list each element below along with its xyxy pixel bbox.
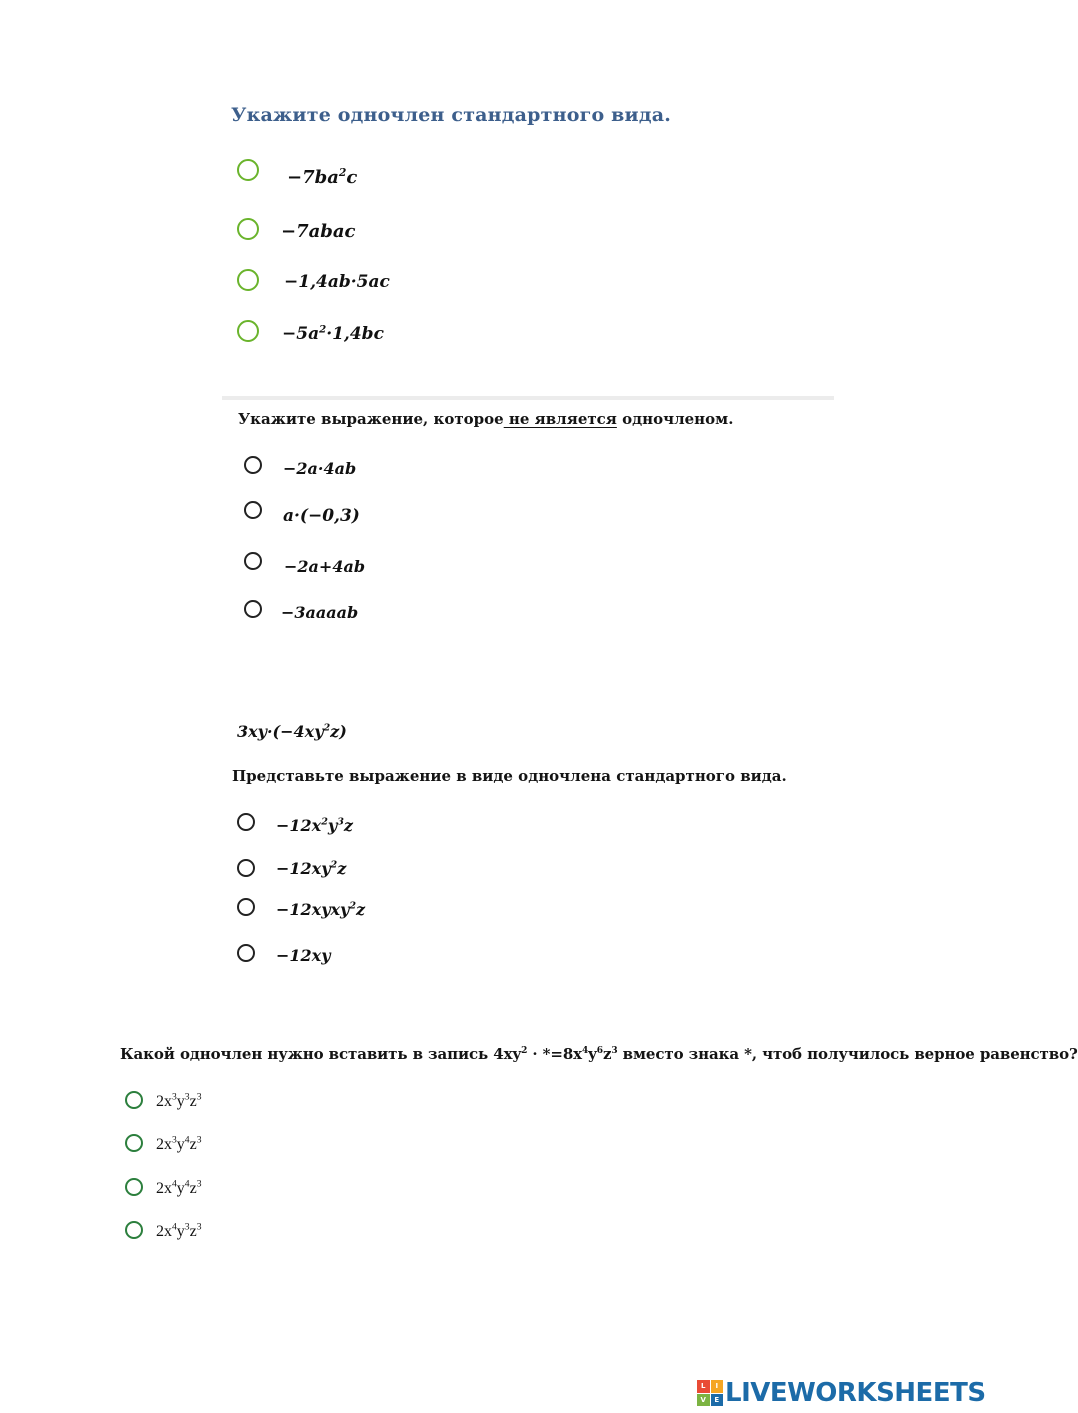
formula-text: −12xy <box>276 859 331 878</box>
q4-option-2-radio[interactable] <box>125 1134 143 1152</box>
formula-exponent: 3 <box>172 1091 177 1103</box>
formula-exponent: 3 <box>611 1046 618 1056</box>
q1-option-2-radio[interactable] <box>237 218 259 240</box>
formula-text: z <box>189 1223 197 1240</box>
formula-text: z <box>189 1093 197 1110</box>
formula-text: y <box>588 1045 597 1063</box>
formula-exponent: 3 <box>172 1134 177 1146</box>
logo-text: LIVEWORKSHEETS <box>725 1378 986 1408</box>
formula-text: y <box>176 1180 185 1197</box>
q3-option-1-label <box>276 816 353 835</box>
q3-option-2-radio[interactable] <box>237 859 255 877</box>
q4-option-3-label <box>156 1180 202 1198</box>
q4-option-3-radio[interactable] <box>125 1178 143 1196</box>
formula-exponent: 3 <box>196 1221 202 1233</box>
q2-option-1-radio[interactable] <box>244 456 262 474</box>
q4-option-1-label <box>156 1093 202 1111</box>
formula-exponent: 2 <box>330 859 338 871</box>
q3-option-3-radio[interactable] <box>237 898 255 916</box>
formula-text: 2x <box>156 1223 172 1240</box>
formula-text: Какой одночлен нужно вставить в запись 4xy <box>120 1045 522 1063</box>
formula-text: z <box>356 900 366 919</box>
logo-block: V <box>697 1394 710 1407</box>
formula-exponent: 2 <box>349 900 357 912</box>
q2-option-3-radio[interactable] <box>244 552 262 570</box>
q1-option-3-label: −1,4ab·5ac <box>284 272 390 292</box>
q3-option-1-radio[interactable] <box>237 813 255 831</box>
formula-exponent: 6 <box>596 1046 603 1056</box>
q2-option-2-radio[interactable] <box>244 501 262 519</box>
q2-option-3-label: −2a+4ab <box>284 557 365 576</box>
logo-block: L <box>697 1380 710 1393</box>
formula-text: 2x <box>156 1180 172 1197</box>
q3-title: Представьте выражение в виде одночлена стандартного вида. <box>232 767 787 785</box>
q1-option-4-radio[interactable] <box>237 320 259 342</box>
formula-exponent: 2 <box>321 816 328 828</box>
q1-option-3-radio[interactable] <box>237 269 259 291</box>
formula-text: y <box>327 816 338 835</box>
q2-option-1-label: −2a·4ab <box>283 459 357 478</box>
formula-exponent: 3 <box>196 1134 202 1146</box>
q4-option-4-radio[interactable] <box>125 1221 143 1239</box>
formula-exponent: 3 <box>184 1221 190 1233</box>
formula-text: −12x <box>276 816 322 835</box>
formula-exponent: 4 <box>184 1178 190 1190</box>
formula-text: z <box>343 816 353 835</box>
formula-exponent: 3 <box>196 1091 202 1103</box>
q4-option-1-radio[interactable] <box>125 1091 143 1109</box>
q4-option-2-label <box>156 1136 202 1154</box>
formula-exponent: 4 <box>172 1221 177 1233</box>
formula-text: z <box>189 1180 197 1197</box>
q1-option-2-label: −7abac <box>281 221 356 242</box>
q2-title: Укажите выражение, которое не является одночленом. <box>238 410 734 428</box>
formula-exponent: 2 <box>521 1046 528 1056</box>
formula-text: y <box>176 1136 185 1153</box>
formula-text: · *=8x <box>527 1045 582 1063</box>
formula-text: z <box>189 1136 197 1153</box>
q3-option-4-radio[interactable] <box>237 944 255 962</box>
formula-exponent: 4 <box>582 1046 589 1056</box>
q2-option-4-label: −3aaaab <box>281 603 359 622</box>
q4-option-4-label <box>156 1223 202 1241</box>
formula-text: −12xyxy <box>276 900 350 919</box>
formula-exponent: 3 <box>196 1178 202 1190</box>
q1-option-1-radio[interactable] <box>237 159 259 181</box>
formula-exponent: 4 <box>184 1134 190 1146</box>
q2-option-2-label: a·(−0,3) <box>283 506 360 526</box>
logo-blocks-icon <box>697 1380 723 1406</box>
q3-option-2-label <box>276 859 346 878</box>
formula-text: вместо знака *, чтоб получилось верное равенство? <box>617 1045 1078 1063</box>
formula-exponent: 3 <box>184 1091 190 1103</box>
formula-text: 2x <box>156 1136 172 1153</box>
section-divider <box>222 396 834 400</box>
q4-title <box>120 1045 1078 1063</box>
formula-text: z <box>602 1045 612 1063</box>
formula-exponent: 4 <box>172 1178 177 1190</box>
q3-option-4-label <box>276 946 331 965</box>
q3-option-3-label <box>276 900 365 919</box>
q1-option-1-label: $-7ba^2c$ <box>287 166 358 188</box>
formula-text: 2x <box>156 1093 172 1110</box>
formula-text: y <box>176 1093 185 1110</box>
formula-text: −12xy <box>276 946 331 965</box>
q1-option-4-label: $-5a^2\cdot 1,4bc$ <box>282 323 384 344</box>
logo-block: I <box>711 1380 724 1393</box>
liveworksheets-logo <box>697 1378 986 1408</box>
q2-option-4-radio[interactable] <box>244 600 262 618</box>
q3-expression: $3xy\cdot(-4xy^2z)$ <box>237 722 347 741</box>
logo-block: E <box>711 1394 724 1407</box>
formula-text: y <box>176 1223 185 1240</box>
formula-exponent: 3 <box>337 816 344 828</box>
q1-title: Укажите одночлен стандартного вида. <box>231 104 672 126</box>
formula-text: z <box>337 859 347 878</box>
